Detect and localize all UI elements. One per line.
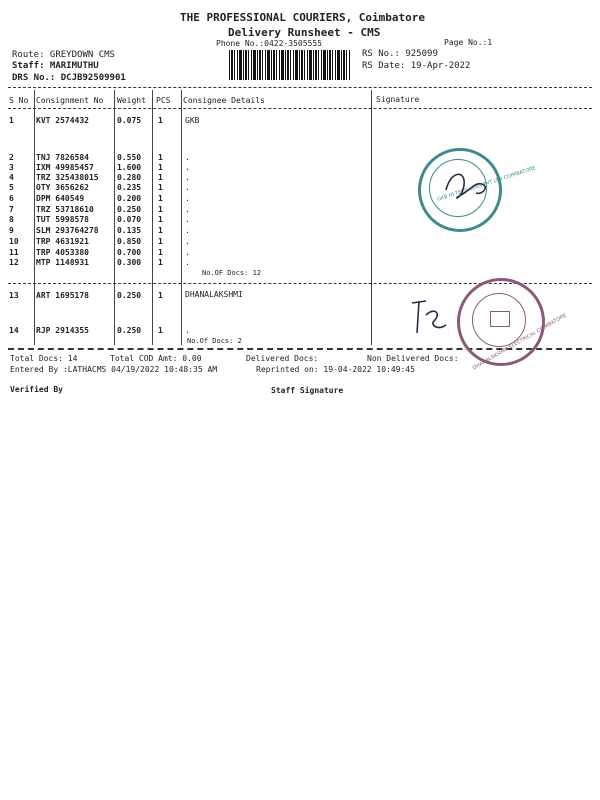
row-2-sno: 2 [9, 153, 14, 162]
total-docs: Total Docs: 14 [10, 354, 78, 363]
row-13-weight: 0.250 [117, 291, 142, 300]
document-title: Delivery Runsheet - CMS [228, 26, 381, 39]
row-6-consignee: . [185, 194, 190, 203]
row-2-weight: 0.550 [117, 153, 142, 162]
route: Route: GREYDOWN CMS [12, 50, 115, 60]
row-12-pcs: 1 [158, 258, 163, 267]
row-14-consignment: RJP 2914355 [36, 326, 89, 335]
row-6-consignment: DPM 640549 [36, 194, 85, 203]
entered-by: Entered By :LATHACMS 04/19/2022 10:48:35 AM [10, 365, 218, 374]
group-1-doc-count: No.OF Docs: 12 [202, 269, 262, 277]
row-1-pcs: 1 [158, 116, 163, 125]
company-stamp-dhanalakshmi [457, 278, 568, 372]
row-11-consignment: TRP 4053380 [36, 248, 89, 257]
reprinted-on: Reprinted on: 19-04-2022 10:49:45 [256, 365, 415, 374]
row-9-sno: 9 [9, 226, 14, 235]
row-9-consignment: SLM 293764278 [36, 226, 99, 235]
row-8-sno: 8 [9, 215, 14, 224]
row-2-consignment: TNJ 7826584 [36, 153, 89, 162]
row-11-sno: 11 [9, 248, 19, 257]
row-1-weight: 0.075 [117, 116, 142, 125]
row-8-consignee: . [185, 215, 190, 224]
row-9-weight: 0.135 [117, 226, 142, 235]
rs-number: RS No.: 925099 [362, 49, 438, 59]
col-header-consignment: Consignment No [36, 96, 104, 105]
total-cod-amount: Total COD Amt: 0.00 [110, 354, 202, 363]
staff-signature: Staff Signature [271, 386, 344, 395]
col-divider-pcs [181, 90, 182, 345]
row-11-weight: 0.700 [117, 248, 142, 257]
row-13-pcs: 1 [158, 291, 163, 300]
row-8-consignment: TUT 5998578 [36, 215, 89, 224]
row-9-pcs: 1 [158, 226, 163, 235]
stamp-2-text: DHANALAKSHMI ELECTRICAL COIMBATORE [471, 312, 568, 372]
row-6-pcs: 1 [158, 194, 163, 203]
row-3-consignment: IXM 49985457 [36, 163, 94, 172]
row-3-pcs: 1 [158, 163, 163, 172]
row-13-consignee: DHANALAKSHMI [185, 290, 243, 299]
row-4-consignment: TRZ 325438015 [36, 173, 99, 182]
row-13-consignment: ART 1695178 [36, 291, 89, 300]
row-10-consignment: TRP 4631921 [36, 237, 89, 246]
page-number: Page No.:1 [444, 38, 493, 47]
row-5-consignment: OTY 3656262 [36, 183, 89, 192]
signature-2 [404, 295, 454, 340]
row-2-pcs: 1 [158, 153, 163, 162]
group-2-doc-count: No.Of Docs: 2 [187, 337, 242, 345]
col-header-signature: Signature [376, 95, 420, 104]
row-9-consignee: . [185, 226, 190, 235]
col-header-consignee: Consignee Details [183, 96, 265, 105]
row-6-sno: 6 [9, 194, 14, 203]
row-1-consignee: GKB [185, 116, 200, 125]
row-5-pcs: 1 [158, 183, 163, 192]
delivered-docs: Delivered Docs: [246, 354, 319, 363]
row-7-weight: 0.250 [117, 205, 142, 214]
phone-number: Phone No.:0422-3505555 [216, 39, 322, 48]
row-14-weight: 0.250 [117, 326, 142, 335]
row-7-consignment: TRZ 53718610 [36, 205, 94, 214]
verified-by: Verified By [10, 385, 63, 394]
row-11-pcs: 1 [158, 248, 163, 257]
header-top-rule [8, 87, 592, 88]
row-10-pcs: 1 [158, 237, 163, 246]
row-12-consignment: MTP 1148931 [36, 258, 89, 267]
row-12-sno: 12 [9, 258, 19, 267]
col-header-weight: Weight [117, 96, 146, 105]
row-10-consignee: . [185, 237, 190, 246]
rs-date: RS Date: 19-Apr-2022 [362, 61, 471, 71]
row-5-sno: 5 [9, 183, 14, 192]
row-7-pcs: 1 [158, 205, 163, 214]
row-10-weight: 0.850 [117, 237, 142, 246]
row-5-consignee: . [185, 183, 190, 192]
row-8-weight: 0.070 [117, 215, 142, 224]
row-7-sno: 7 [9, 205, 14, 214]
row-1-sno: 1 [9, 116, 14, 125]
row-5-weight: 0.235 [117, 183, 142, 192]
barcode [229, 50, 350, 80]
row-12-weight: 0.300 [117, 258, 142, 267]
stamp-1-text: GKB HI-TECH LENS PVT LTD COIMBATORE [436, 165, 537, 203]
row-4-pcs: 1 [158, 173, 163, 182]
col-divider-consignment [114, 90, 115, 345]
row-11-consignee: . [185, 248, 190, 257]
row-14-sno: 14 [9, 326, 19, 335]
row-4-weight: 0.280 [117, 173, 142, 182]
row-10-sno: 10 [9, 237, 19, 246]
row-3-sno: 3 [9, 163, 14, 172]
staff: Staff: MARIMUTHU [12, 61, 99, 71]
signature-1 [436, 165, 496, 205]
stamp-logo-icon [490, 311, 510, 327]
row-8-pcs: 1 [158, 215, 163, 224]
row-3-consignee: . [185, 163, 190, 172]
row-14-consignee: . [185, 326, 190, 335]
row-12-consignee: . [185, 258, 190, 267]
company-name: THE PROFESSIONAL COURIERS, Coimbatore [180, 11, 426, 24]
row-1-consignment: KVT 2574432 [36, 116, 89, 125]
row-7-consignee: . [185, 205, 190, 214]
header-bottom-rule [8, 108, 592, 109]
col-header-sno: S No [9, 96, 29, 105]
drs-number: DRS No.: DCJB92509901 [12, 73, 126, 83]
col-divider-sno [34, 90, 35, 345]
row-4-consignee: . [185, 173, 190, 182]
row-13-sno: 13 [9, 291, 19, 300]
row-14-pcs: 1 [158, 326, 163, 335]
row-3-weight: 1.600 [117, 163, 142, 172]
col-divider-consignee [371, 90, 372, 345]
non-delivered-docs: Non Delivered Docs: [367, 354, 459, 363]
row-2-consignee: . [185, 153, 190, 162]
row-6-weight: 0.200 [117, 194, 142, 203]
row-4-sno: 4 [9, 173, 14, 182]
col-header-pcs: PCS [156, 96, 171, 105]
col-divider-weight [152, 90, 153, 345]
